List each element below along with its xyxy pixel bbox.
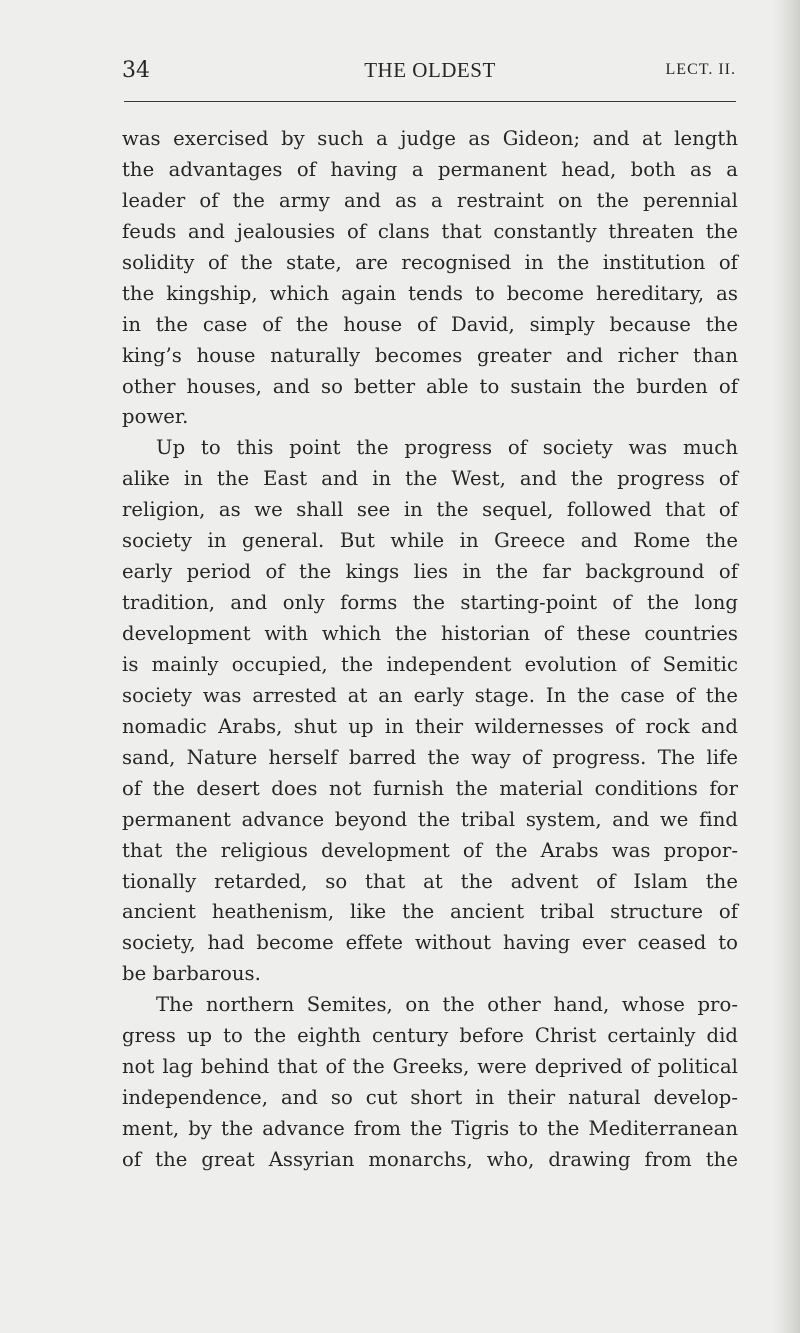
text-line: gress up to the eighth century before Christ certainly did (122, 1024, 738, 1048)
text-line: sand, Nature herself barred the way of progress. The life (122, 745, 738, 769)
page-number: 34 (122, 58, 150, 83)
text-line: tionally retarded, so that at the advent of Islam the (122, 869, 738, 893)
text-line: of the desert does not furnish the material conditions for (122, 776, 738, 800)
text-line: ancient heathenism, like the ancient tribal structure of (122, 900, 738, 924)
text-line: tradition, and only forms the starting-point of the long (122, 591, 738, 615)
running-title: THE OLDEST (364, 58, 496, 82)
text-line: solidity of the state, are recognised in the institution of (122, 250, 738, 274)
text-line: leader of the army and as a restraint on the perennial (122, 188, 738, 212)
text-line: of the great Assyrian monarchs, who, drawing from the (122, 1147, 738, 1171)
body-text (122, 124, 738, 1176)
text-line: other houses, and so better able to sustain the burden of (122, 374, 738, 398)
text-line: early period of the kings lies in the far background of (122, 560, 738, 584)
text-line: was exercised by such a judge as Gideon; and at length (122, 127, 738, 150)
text-line: feuds and jealousies of clans that constantly threaten the (122, 219, 738, 243)
text-line: in the case of the house of David, simply because the (122, 312, 738, 336)
text-line: not lag behind that of the Greeks, were deprived of political (122, 1055, 738, 1079)
running-header (122, 58, 738, 92)
text-line: is mainly occupied, the independent evolution of Semitic (122, 652, 738, 676)
text-line: religion, as we shall see in the sequel, followed that of (122, 498, 738, 522)
header-rule (124, 101, 736, 102)
text-line: society in general. But while in Greece and Rome the (122, 529, 738, 553)
text-line: society was arrested at an early stage. In the case of the (122, 683, 738, 707)
text-line: be barbarous. (122, 962, 261, 986)
text-line: the advantages of having a permanent head, both as a (122, 157, 738, 181)
text-line: development with which the historian of these countries (122, 622, 738, 645)
text-line: Up to this point the progress of society was much (156, 436, 738, 460)
text-line: that the religious development of the Arabs was propor- (122, 838, 738, 862)
text-line: power. (122, 405, 189, 429)
text-line: ment, by the advance from the Tigris to the Mediterranean (122, 1117, 738, 1140)
text-line: society, had become effete without having ever ceased to (122, 931, 738, 955)
page-edge-shadow (774, 0, 800, 1333)
text-line: The northern Semites, on the other hand, whose pro- (156, 993, 738, 1017)
text-line: nomadic Arabs, shut up in their wildernesses of rock and (122, 714, 738, 738)
text-line: permanent advance beyond the tribal system, and we find (122, 807, 738, 831)
text-line: independence, and so cut short in their natural develop- (122, 1086, 738, 1110)
text-line: alike in the East and in the West, and the progress of (122, 467, 738, 491)
text-line: the kingship, which again tends to become hereditary, as (122, 281, 738, 305)
lecture-marker: LECT. II. (665, 61, 736, 78)
text-line: king’s house naturally becomes greater and richer than (122, 343, 738, 367)
